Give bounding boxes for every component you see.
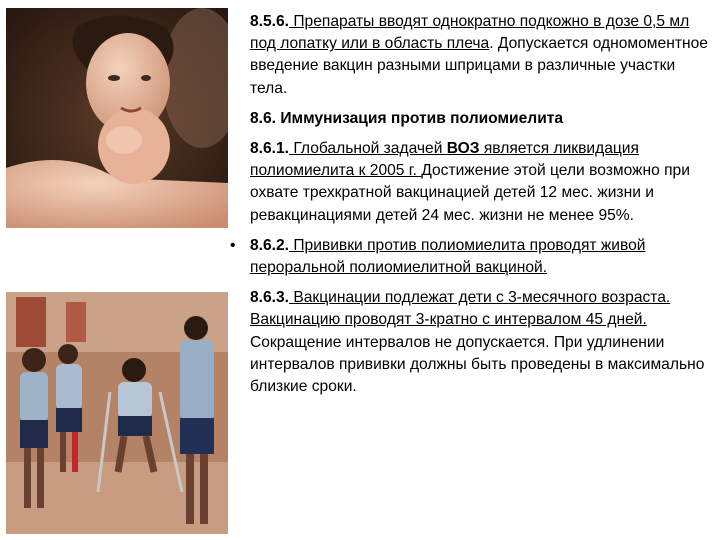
children-crutches-illustration xyxy=(6,292,228,534)
paragraph-8-5-6 xyxy=(250,11,710,100)
child-neck-illustration xyxy=(6,8,228,228)
section-number: 8.6.2. xyxy=(250,236,290,254)
underlined-bold-text: ВОЗ xyxy=(446,140,480,158)
child-neck-photo xyxy=(6,8,228,228)
underlined-text: Вакцинации подлежат дети с 3-месячного возраста. Вакцинацию проводят 3-кратно с интервалом 45 дней. xyxy=(250,289,671,329)
section-heading: 8.6. Иммунизация против полиомиелита xyxy=(250,109,564,127)
plain-text: Достижение этой цели возможно при охвате трехкратной вакцинацией детей 12 мес. жизни и ревакцинациями детей 24 мес. жизни не менее 95%. xyxy=(250,162,690,224)
underlined-text: Глобальной задачей xyxy=(289,140,447,158)
paragraph-8-6-3 xyxy=(250,287,710,398)
plain-text: Сокращение интервалов не допускается. При удлинении интервалов прививки должны быть проведены в максимально близкие сроки. xyxy=(250,333,705,396)
heading-8-6 xyxy=(250,108,710,130)
underlined-text: является ликвидация полиомиелита к 2005 г. xyxy=(250,140,639,180)
underlined-text: Препараты вводят однократно подкожно в дозе 0,5 мл под лопатку или в область плеча xyxy=(250,13,690,53)
plain-text: . Допускается одномоментное введение вакцин разными шприцами в различные участки тела. xyxy=(250,35,708,97)
section-number: 8.6.1. xyxy=(250,140,290,158)
underlined-text: Прививки против полиомиелита проводят живой пероральной полиомиелитной вакциной. xyxy=(250,236,646,277)
paragraph-8-6-2 xyxy=(230,235,710,279)
content-text xyxy=(230,11,710,406)
section-number: 8.5.6. xyxy=(250,13,290,30)
section-number: 8.6.3. xyxy=(250,289,290,307)
bullet-marker: • xyxy=(230,236,236,254)
paragraph-8-6-1 xyxy=(250,138,710,227)
children-crutches-photo xyxy=(6,292,228,534)
